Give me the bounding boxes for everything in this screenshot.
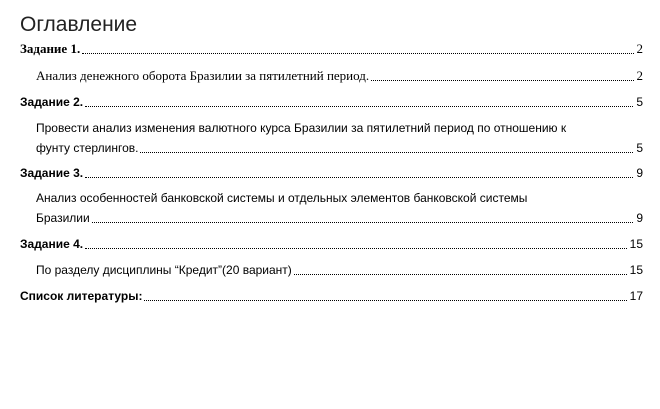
dot-leader bbox=[85, 176, 633, 178]
toc-entry-label: Задание 3. bbox=[20, 166, 84, 180]
toc-entry-task-3[interactable] bbox=[20, 164, 643, 182]
dot-leader bbox=[82, 52, 633, 54]
toc-entry-label: По разделу дисциплины “Кредит”(20 вариант) bbox=[36, 263, 292, 277]
toc-page-number: 15 bbox=[629, 237, 643, 251]
toc-entry-label: Задание 2. bbox=[20, 95, 84, 109]
toc-title: Оглавление bbox=[20, 13, 138, 36]
toc-page-number: 9 bbox=[636, 211, 643, 225]
toc-page-number: 17 bbox=[629, 289, 643, 303]
toc-entry-label: Анализ денежного оборота Бразилии за пятилетний период. bbox=[36, 68, 370, 83]
toc-entry-label: Список литературы: bbox=[20, 289, 143, 303]
dot-leader bbox=[92, 221, 634, 223]
toc-page-number: 9 bbox=[636, 166, 643, 180]
dot-leader bbox=[85, 105, 633, 107]
dot-leader bbox=[85, 247, 627, 249]
toc-page-number: 2 bbox=[636, 68, 643, 83]
toc-entry-task-2-sub-line1[interactable]: Провести анализ изменения валютного курса Бразилии за пятилетний период по отношению к bbox=[36, 121, 567, 135]
dot-leader bbox=[144, 299, 626, 301]
dot-leader bbox=[294, 273, 627, 275]
toc-entry-label: Бразилии bbox=[36, 211, 90, 225]
toc-page-number: 2 bbox=[636, 41, 643, 56]
toc-entry-task-3-sub[interactable] bbox=[36, 209, 643, 227]
toc-page-number: 5 bbox=[636, 95, 643, 109]
dot-leader bbox=[140, 151, 633, 153]
toc-entry-task-1-sub[interactable] bbox=[36, 67, 643, 85]
toc-entry-label: Задание 1. bbox=[20, 41, 81, 56]
toc-entry-label: Задание 4. bbox=[20, 237, 84, 251]
toc-entry-task-2-sub[interactable] bbox=[36, 139, 643, 157]
toc-page-number: 5 bbox=[636, 141, 643, 155]
dot-leader bbox=[371, 79, 633, 81]
toc-entry-task-3-sub-line1[interactable]: Анализ особенностей банковской системы и отдельных элементов банковской системы bbox=[36, 191, 528, 205]
toc-entry-task-2[interactable] bbox=[20, 93, 643, 111]
toc-entry-task-4-sub[interactable] bbox=[36, 261, 643, 279]
toc-entry-task-1[interactable] bbox=[20, 40, 643, 58]
toc-entry-task-4[interactable] bbox=[20, 235, 643, 253]
toc-page-number: 15 bbox=[629, 263, 643, 277]
toc-entry-label: фунту стерлингов. bbox=[36, 141, 139, 155]
toc-entry-references[interactable] bbox=[20, 287, 643, 305]
